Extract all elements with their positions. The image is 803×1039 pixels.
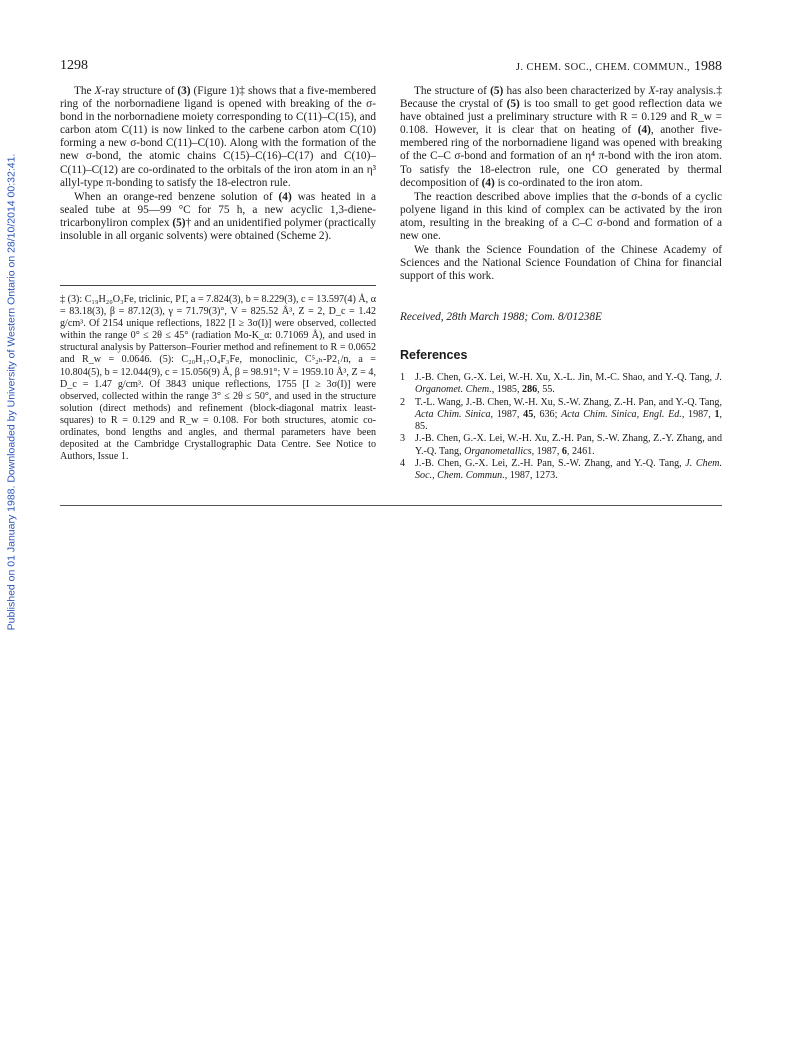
paragraph-structure-5: The structure of (5) has also been characterized by X-ray analysis.‡ Because the crystal of (5) is too small to get good reflection data we have obtained just a preliminary structure with R = 0.129 and R_w = 0.108. However, it is clear that on heating of (4), another five-membered ring of the norbornadiene ligand was opened with breaking of the C–C σ-bond and formation of an η⁴ π-bond with the iron atom. To satisfy the 18-electron rule, one CO generated by thermal decomposition of (4) is co-ordinated to the iron atom. [400,85,723,189]
crystallographic-footnote: ‡ (3): C₁₉H₂₀O₃Fe, triclinic, P1̄, a = 7.824(3), b = 8.229(3), c = 13.597(4) Å, α = 83.18(3), β = 87.12(3), γ = 71.79(3)°, V = 825.52 Å³, Z = 2, D_c = 1.42 g/cm³. Of 2154 unique reflections, 1822 [I ≥ 3σ(I)] were observed, collected within the range 0° ≤ 2θ ≤ 45° (radiation Mo-K_α: 0.71069 Å), and used in structural analysis by Patterson–Fourier method and refinement to R = 0.0652 and R_w = 0.0646. (5): C₂₀H₁₇O₄F₃Fe, monoclinic, C⁵₂ₕ-P2₁/n, a = 10.804(5), b = 12.044(9), c = 15.056(9) Å, β = 98.91°; V = 1959.10 Å³, Z = 4, D_c = 1.47 g/cm³. Of 3843 unique reflections, 1755 [I ≥ 3σ(I)] were observed, collected within the range 3° ≤ 2θ ≤ 50°, and used in the structure solution (direct methods) and refinement (block-diagonal matrix least-squares) to R = 0.129 and R_w = 0.108. For both structures, atomic co-ordinates, bond lengths and angles, and thermal parameters have been deposited at the Cambridge Crystallographic Data Centre. See Notice to Authors, Issue 1. [60,294,376,463]
reference-item: 4 J.-B. Chen, G.-X. Lei, Z.-H. Pan, S.-W. Zhang, and Y.-Q. Tang, J. Chem. Soc., Chem. Commun., 1987, 1273. [400,458,722,482]
journal-name: J. CHEM. SOC., CHEM. COMMUN., [515,62,690,73]
left-column [60,85,376,243]
references-list [400,372,722,483]
paragraph-xray-structure-3: The X-ray structure of (3) (Figure 1)‡ shows that a five-membered ring of the norbornadiene ligand is opened with breaking of the σ-bond in the norbornadiene moiety corresponding to C(11)–C(15), and carbon atom C(11) is now linked to the carbene carbon atom C(10) forming a new σ-bond C(11)–C(10). Along with the formation of the new σ-bond, the atomic chains C(15)–C(16)–C(17) and C(10)–C(11)–C(12) are co-ordinated to the orbitals of the iron atom in an η³ allyl-type π-bonding to satisfy the 18-electron rule. [60,85,377,189]
download-watermark [2,12,20,772]
received-line: Received, 28th March 1988; Com. 8/01238E [400,311,602,323]
download-watermark-text: Published on 01 January 1988. Downloaded by University of Western Ontario on 28/10/2014 00:32:41. [5,153,18,631]
reference-item: 1 J.-B. Chen, G.-X. Lei, W.-H. Xu, X.-L. Jin, M.-C. Shao, and Y.-Q. Tang, J. Organomet. Chem., 1985, 286, 55. [400,372,722,396]
paragraph-acknowledgement: We thank the Science Foundation of the Chinese Academy of Sciences and the National Science Foundation of China for financial support of this work. [400,244,722,283]
footnote-divider [60,285,376,286]
reference-item: 3 J.-B. Chen, G.-X. Lei, W.-H. Xu, Z.-H. Pan, S.-W. Zhang, Z.-Y. Zhang, and Y.-Q. Tang, Organometallics, 1987, 6, 2461. [400,433,722,457]
running-head [516,59,722,75]
page-number: 1298 [60,58,88,73]
page-bottom-rule [60,505,722,506]
reference-item: 2 T.-L. Wang, J.-B. Chen, W.-H. Xu, S.-W. Zhang, Z.-H. Pan, and Y.-Q. Tang, Acta Chim. Sinica, 1987, 45, 636; Acta Chim. Sinica, Engl. Ed., 1987, 1, 85. [400,396,723,432]
references-heading: References [400,348,468,362]
journal-year: 1988 [694,59,722,74]
paragraph-heating-4: When an orange-red benzene solution of (4) was heated in a sealed tube at 95—99 °C for 75 h, a new acyclic 1,3-diene-tricarbonyliron complex (5)† and an unidentified polymer (practically insoluble in all organic solvents) were obtained (Scheme 2). [60,190,376,243]
paragraph-reaction-implication: The reaction described above implies that the σ-bonds of a cyclic polyene ligand in this kind of complex can be activated by the iron atom, resulting in the breaking of a C–C σ-bond and formation of a new one. [400,190,722,243]
right-column [400,85,722,283]
